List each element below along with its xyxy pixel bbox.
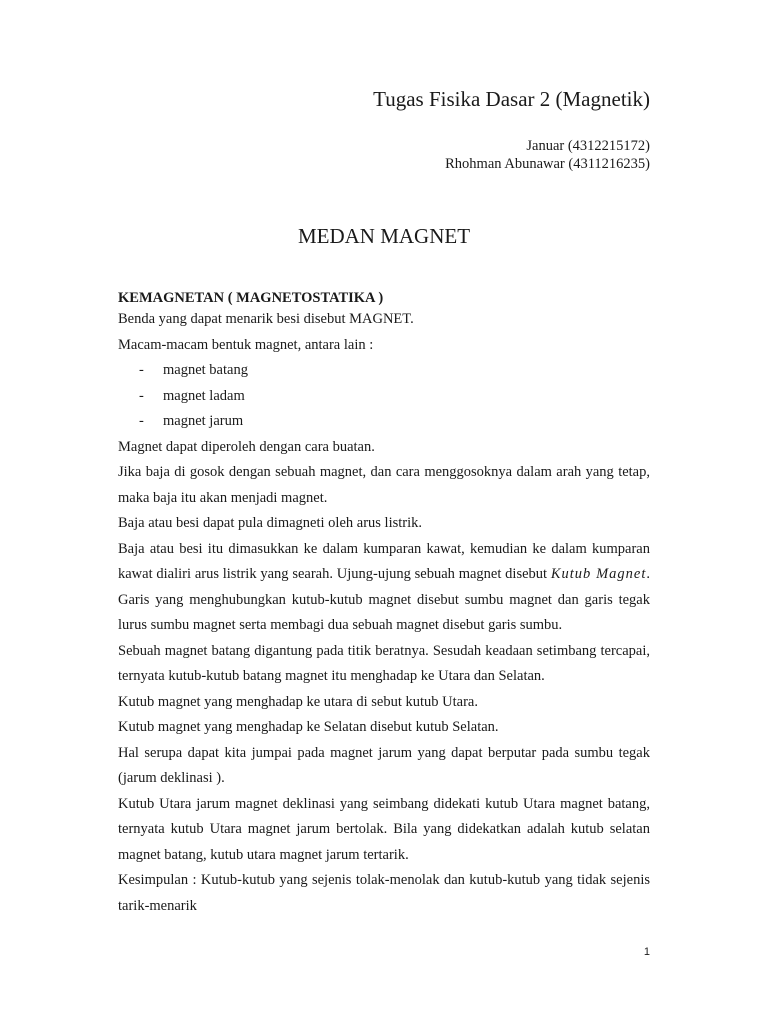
author-block: [445, 137, 650, 173]
paragraph: Macam-macam bentuk magnet, antara lain :: [118, 336, 374, 353]
author-line: Januar (4312215172): [526, 138, 650, 154]
paragraph: Kesimpulan : Kutub-kutub yang sejenis tolak-menolak dan kutub-kutub yang tidak sejenis tarik-menarik: [118, 872, 650, 914]
subheading: KEMAGNETAN ( MAGNETOSTATIKA ): [118, 290, 384, 306]
list-bullet: -: [139, 387, 144, 404]
paragraph: Jika baja di gosok dengan sebuah magnet, dan cara menggosoknya dalam arah yang tetap, maka baja itu akan menjadi magnet.: [118, 464, 650, 506]
paragraph: Sebuah magnet batang digantung pada titik beratnya. Sesudah keadaan setimbang tercapai, ternyata kutub-kutub batang magnet itu menghadap ke Utara dan Selatan.: [118, 642, 650, 684]
shape-list: [118, 358, 650, 435]
author-line: Rhohman Abunawar (4311216235): [445, 156, 650, 172]
paragraph: Baja atau besi dapat pula dimagneti oleh arus listrik.: [118, 515, 423, 531]
italic-term: Kutub Magnet: [550, 566, 647, 582]
list-item-text: magnet jarum: [163, 413, 244, 429]
paragraph: Magnet dapat diperoleh dengan cara buatan.: [118, 438, 375, 455]
paragraph: Hal serupa dapat kita jumpai pada magnet jarum yang dapat berputar pada sumbu tegak (jarum deklinasi ).: [118, 744, 650, 786]
paragraph: Kutub magnet yang menghadap ke utara di sebut kutub Utara.: [118, 693, 478, 710]
document-title: Tugas Fisika Dasar 2 (Magnetik): [373, 87, 650, 111]
section-title: MEDAN MAGNET: [297, 224, 471, 248]
paragraph-text: Baja atau besi itu dimasukkan ke dalam kumparan kawat, kemudian ke dalam kumparan kawat dialiri arus listrik yang searah. Ujung-ujung sebuah magnet disebut: [118, 540, 650, 582]
list-item-text: magnet batang: [163, 362, 248, 378]
page-number: 1: [643, 946, 650, 958]
paragraph-text: . Garis yang menghubungkan kutub-kutub magnet disebut sumbu magnet dan garis tegak lurus sumbu magnet serta membagi dua sebuah magnet disebut garis sumbu.: [118, 566, 650, 633]
list-item: [118, 384, 650, 410]
body-text: [118, 289, 650, 919]
list-bullet: -: [139, 413, 144, 429]
list-bullet: -: [139, 362, 144, 378]
paragraph: Kutub magnet yang menghadap ke Selatan disebut kutub Selatan.: [118, 719, 499, 735]
list-item-text: magnet ladam: [163, 387, 245, 404]
paragraph: [118, 537, 650, 639]
list-item: [118, 358, 650, 384]
paragraph: Benda yang dapat menarik besi disebut MAGNET.: [118, 311, 414, 327]
list-item: [118, 409, 650, 435]
paragraph: Kutub Utara jarum magnet deklinasi yang seimbang didekati kutub Utara magnet batang, ternyata kutub Utara magnet jarum bertolak. Bila yang didekatkan adalah kutub selatan magnet batang, kutub utara magnet jarum tertarik.: [118, 795, 650, 863]
